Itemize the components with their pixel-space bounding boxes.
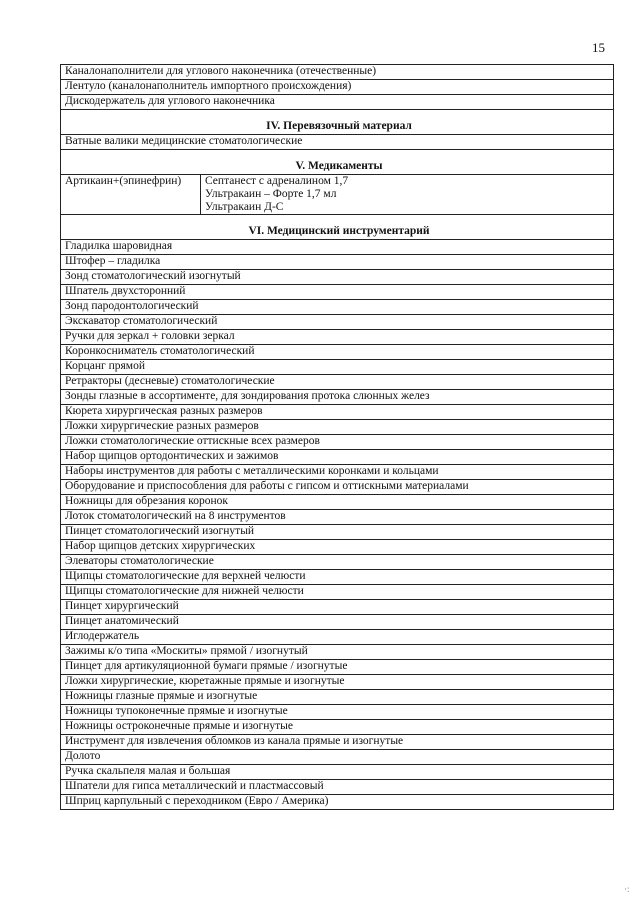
item-cell: Каналонаполнители для углового наконечника (отечественные)	[61, 65, 614, 80]
table-row	[61, 690, 614, 705]
spacer-row	[61, 215, 614, 226]
table-row	[61, 95, 614, 110]
table-row	[61, 240, 614, 255]
item-cell: Ножницы для обрезания коронок	[61, 495, 614, 510]
section-v-heading: V. Медикаменты	[61, 160, 614, 175]
spacer-cell	[61, 150, 614, 161]
item-cell: Ложки стоматологические оттискные всех размеров	[61, 435, 614, 450]
table-row	[61, 300, 614, 315]
item-cell: Наборы инструментов для работы с металлическими коронками и кольцами	[61, 465, 614, 480]
item-cell: Лоток стоматологический на 8 инструментов	[61, 510, 614, 525]
item-cell: Ретракторы (десневые) стоматологические	[61, 375, 614, 390]
item-cell: Гладилка шаровидная	[61, 240, 614, 255]
section-heading-row	[61, 160, 614, 175]
spacer-row	[61, 110, 614, 121]
item-cell: Ножницы остроконечные прямые и изогнутые	[61, 720, 614, 735]
table-row	[61, 465, 614, 480]
medication-brand: Ультракаин Д-С	[205, 201, 284, 213]
equipment-table-body	[61, 65, 614, 810]
item-cell: Элеваторы стоматологические	[61, 555, 614, 570]
table-row	[61, 435, 614, 450]
equipment-table	[60, 64, 614, 810]
table-row	[61, 345, 614, 360]
item-cell: Щипцы стоматологические для нижней челюсти	[61, 585, 614, 600]
table-row	[61, 330, 614, 345]
table-row	[61, 495, 614, 510]
section-iv-heading: IV. Перевязочный материал	[61, 120, 614, 135]
table-row	[61, 255, 614, 270]
table-row	[61, 480, 614, 495]
item-cell: Кюрета хирургическая разных размеров	[61, 405, 614, 420]
item-cell: Пинцет для артикуляционной бумаги прямые / изогнутые	[61, 660, 614, 675]
table-row	[61, 375, 614, 390]
table-row	[61, 450, 614, 465]
medication-generic-name: Артикаин+(эпинефрин)	[61, 175, 201, 215]
item-cell: Набор щипцов детских хирургических	[61, 540, 614, 555]
table-row	[61, 525, 614, 540]
table-row	[61, 405, 614, 420]
item-cell: Иглодержатель	[61, 630, 614, 645]
item-cell: Лентуло (каналонаполнитель импортного происхождения)	[61, 80, 614, 95]
table-row	[61, 360, 614, 375]
table-row	[61, 390, 614, 405]
spacer-cell	[61, 110, 614, 121]
table-row	[61, 555, 614, 570]
item-cell: Зонды глазные в ассортименте, для зондирования протока слюнных желез	[61, 390, 614, 405]
item-cell: Ручка скальпеля малая и большая	[61, 765, 614, 780]
table-row	[61, 630, 614, 645]
table-row	[61, 585, 614, 600]
item-cell: Шпатель двухсторонний	[61, 285, 614, 300]
table-row	[61, 135, 614, 150]
page-number: 15	[592, 40, 605, 55]
spacer-cell	[61, 215, 614, 226]
item-cell: Ножницы тупоконечные прямые и изогнутые	[61, 705, 614, 720]
table-row	[61, 420, 614, 435]
section-heading-row	[61, 120, 614, 135]
table-row	[61, 285, 614, 300]
item-cell: Шприц карпульный с переходником (Евро / Америка)	[61, 795, 614, 810]
item-cell: Ложки хирургические, кюретажные прямые и изогнутые	[61, 675, 614, 690]
table-row	[61, 65, 614, 80]
item-cell: Дискодержатель для углового наконечника	[61, 95, 614, 110]
table-row	[61, 615, 614, 630]
table-row	[61, 795, 614, 810]
table-row	[61, 735, 614, 750]
table-row	[61, 765, 614, 780]
item-cell: Пинцет анатомический	[61, 615, 614, 630]
table-row	[61, 660, 614, 675]
item-cell: Набор щипцов ортодонтических и зажимов	[61, 450, 614, 465]
item-cell: Ручки для зеркал + головки зеркал	[61, 330, 614, 345]
item-cell: Зонд стоматологический изогнутый	[61, 270, 614, 285]
item-cell: Экскаватор стоматологический	[61, 315, 614, 330]
item-cell: Коронкосниматель стоматологический	[61, 345, 614, 360]
table-row	[61, 720, 614, 735]
scan-mark: ·:	[624, 884, 630, 894]
table-row	[61, 645, 614, 660]
medication-brand-names	[201, 175, 614, 215]
item-cell: Ложки хирургические разных размеров	[61, 420, 614, 435]
item-cell: Долото	[61, 750, 614, 765]
item-cell: Инструмент для извлечения обломков из канала прямые и изогнутые	[61, 735, 614, 750]
medication-brand: Ультракаин – Форте 1,7 мл	[205, 188, 337, 200]
medication-row	[61, 175, 614, 215]
item-cell: Штофер – гладилка	[61, 255, 614, 270]
section-heading-row	[61, 225, 614, 240]
item-cell: Ножницы глазные прямые и изогнутые	[61, 690, 614, 705]
table-row	[61, 510, 614, 525]
item-cell: Оборудование и приспособления для работы с гипсом и оттискными материалами	[61, 480, 614, 495]
table-row	[61, 600, 614, 615]
table-row	[61, 705, 614, 720]
medication-brand: Септанест с адреналином 1,7	[205, 175, 349, 187]
table-row	[61, 780, 614, 795]
item-cell: Зажимы к/о типа «Москиты» прямой / изогнутый	[61, 645, 614, 660]
table-row	[61, 315, 614, 330]
section-vi-heading: VI. Медицинский инструментарий	[61, 225, 614, 240]
item-cell: Корцанг прямой	[61, 360, 614, 375]
table-row	[61, 750, 614, 765]
table-row	[61, 270, 614, 285]
item-cell: Пинцет хирургический	[61, 600, 614, 615]
table-row	[61, 80, 614, 95]
table-row	[61, 570, 614, 585]
item-cell: Пинцет стоматологический изогнутый	[61, 525, 614, 540]
item-cell: Зонд пародонтологический	[61, 300, 614, 315]
item-cell: Щипцы стоматологические для верхней челюсти	[61, 570, 614, 585]
spacer-row	[61, 150, 614, 161]
table-row	[61, 540, 614, 555]
item-cell: Шпатели для гипса металлический и пластмассовый	[61, 780, 614, 795]
table-row	[61, 675, 614, 690]
item-cell: Ватные валики медицинские стоматологические	[61, 135, 614, 150]
